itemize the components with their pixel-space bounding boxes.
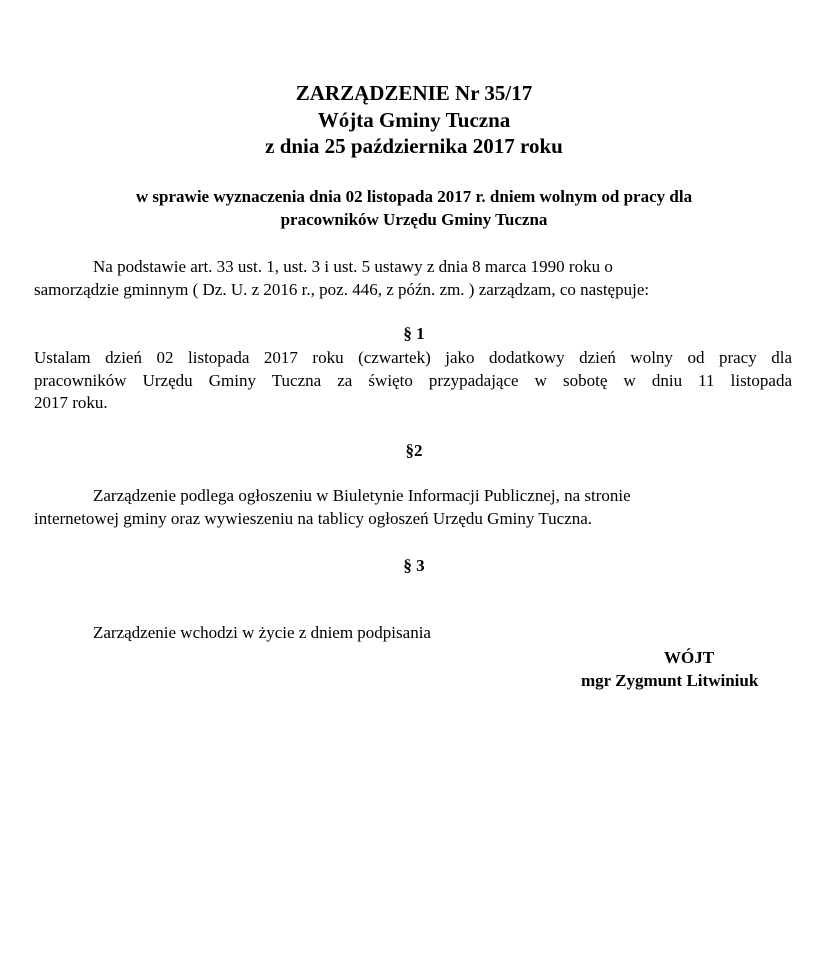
document-subject-line-2: pracowników Urzędu Gminy Tuczna [280, 210, 548, 229]
document-subject-line-1: w sprawie wyznaczenia dnia 02 listopada 2017 r. dniem wolnym od pracy dla [135, 187, 693, 206]
section-2-line-1: Zarządzenie podlega ogłoszeniu w Biuletynie Informacji Publicznej, na stronie [93, 486, 631, 505]
section-1-line-2: pracowników Urzędu Gminy Tuczna za święto przypadające w sobotę w dniu 11 listopada [34, 371, 792, 390]
section-1-mark: § 1 [403, 324, 425, 343]
document-date: z dnia 25 października 2017 roku [265, 134, 563, 158]
section-1-line-3: 2017 roku. [34, 393, 108, 412]
section-3-mark: § 3 [403, 556, 425, 575]
section-3-line-1: Zarządzenie wchodzi w życie z dniem podpisania [93, 623, 431, 642]
preamble-line-1: Na podstawie art. 33 ust. 1, ust. 3 i ust. 5 ustawy z dnia 8 marca 1990 roku o [93, 257, 613, 276]
signature-name: mgr Zygmunt Litwiniuk [581, 671, 759, 690]
section-1-line-1: Ustalam dzień 02 listopada 2017 roku (czwartek) jako dodatkowy dzień wolny od pracy dla [34, 348, 792, 367]
preamble-line-2: samorządzie gminnym ( Dz. U. z 2016 r., poz. 446, z późn. zm. ) zarządzam, co następuje: [34, 280, 650, 299]
document-title: ZARZĄDZENIE Nr 35/17 [295, 81, 533, 105]
signature-role: WÓJT [664, 648, 715, 667]
section-2-mark: §2 [405, 441, 423, 460]
document-issuer: Wójta Gminy Tuczna [317, 108, 511, 132]
section-2-line-2: internetowej gminy oraz wywieszeniu na tablicy ogłoszeń Urzędu Gminy Tuczna. [34, 509, 593, 528]
